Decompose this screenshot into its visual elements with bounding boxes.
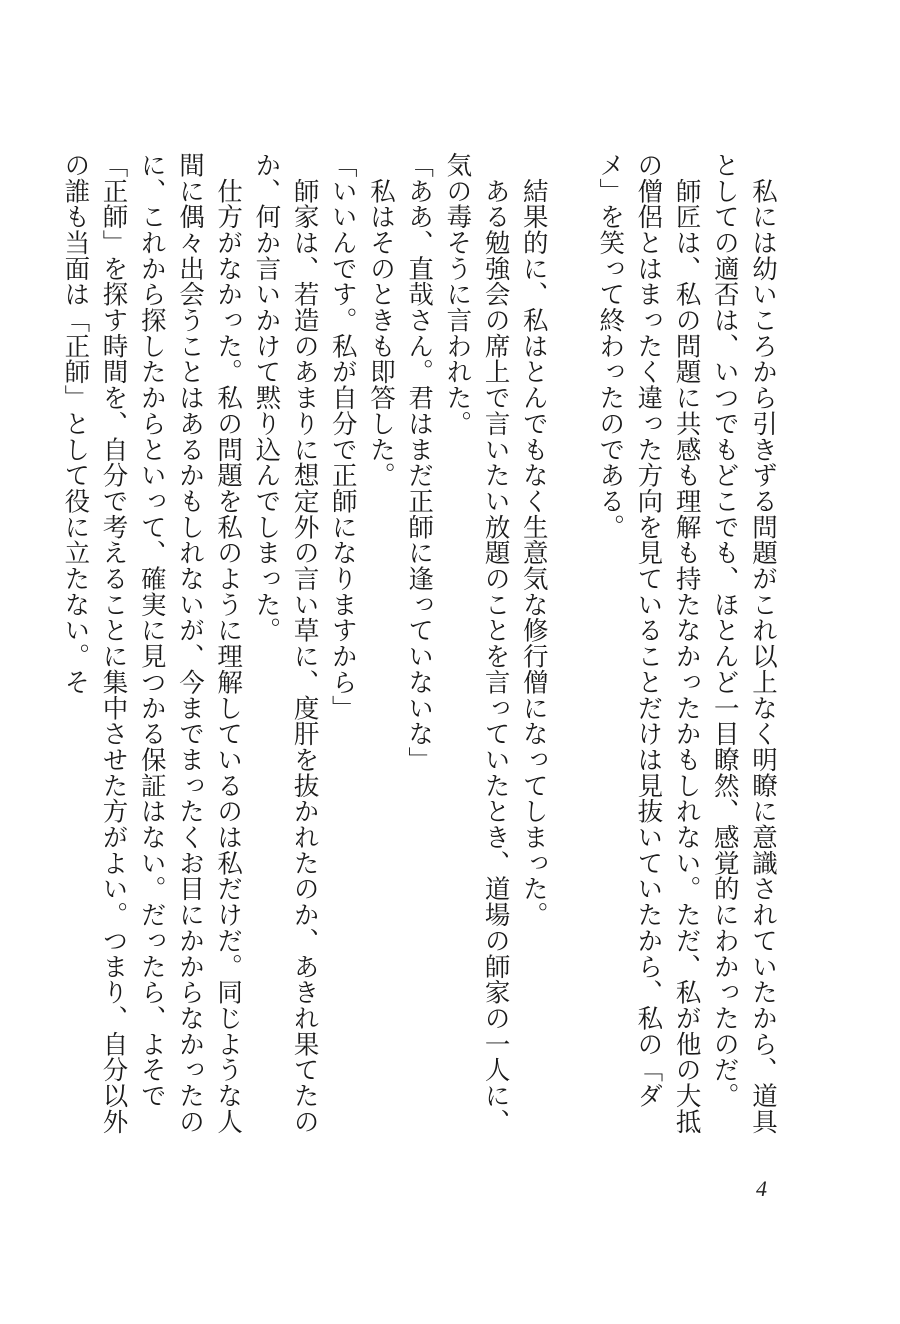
paragraph: 師家は、若造のあまりに想定外の言い草に、度肝を抜かれたのか、あきれ果てたのか、何か言いかけて黙り込んでしまった。 [251, 152, 320, 1135]
paragraph: 師匠は、私の問題に共感も理解も持たなかったかもしれない。ただ、私が他の大抵の僧侶とはまったく違った方向を見ていることだけは見抜いていたから、私の「ダメ」を笑って終わったのである。 [595, 152, 702, 1135]
paragraph: 私はそのときも即答した。 [365, 152, 396, 489]
dialogue-line: 「いいんです。私が自分で正師になりますから」 [327, 152, 358, 721]
paragraph: 結果的に、私はとんでもなく生意気な修行僧になってしまった。 [518, 152, 549, 928]
paragraph: 仕方がなかった。私の問題を私のように理解しているのは私だけだ。同じような人間に偶々出会うことはあるかもしれないが、今までまったくお目にかからなかったのに、これから探したからといって、確実に見つかる保証はない。だったら、よそで「正師」を探す時間を、自分で考えることに集中させた方がよい。つまり、自分以外の誰も当面は「正師」として役に立たない。そ [60, 152, 244, 1135]
vertical-text-body [60, 152, 782, 1142]
paragraph-spacer [553, 152, 591, 1142]
dialogue-line: 「ああ、直哉さん。君はまだ正師に逢っていないな」 [404, 152, 435, 773]
page-number: 4 [756, 1176, 767, 1201]
paragraph: 私には幼いころから引きずる問題がこれ以上なく明瞭に意識されていたから、道具としての適否は、いつでもどこでも、ほとんど一目瞭然、感覚的にわかったのだ。 [709, 152, 778, 1135]
paragraph: ある勉強会の席上で言いたい放題のことを言っていたとき、道場の師家の一人に、気の毒そうに言われた。 [442, 152, 511, 1135]
